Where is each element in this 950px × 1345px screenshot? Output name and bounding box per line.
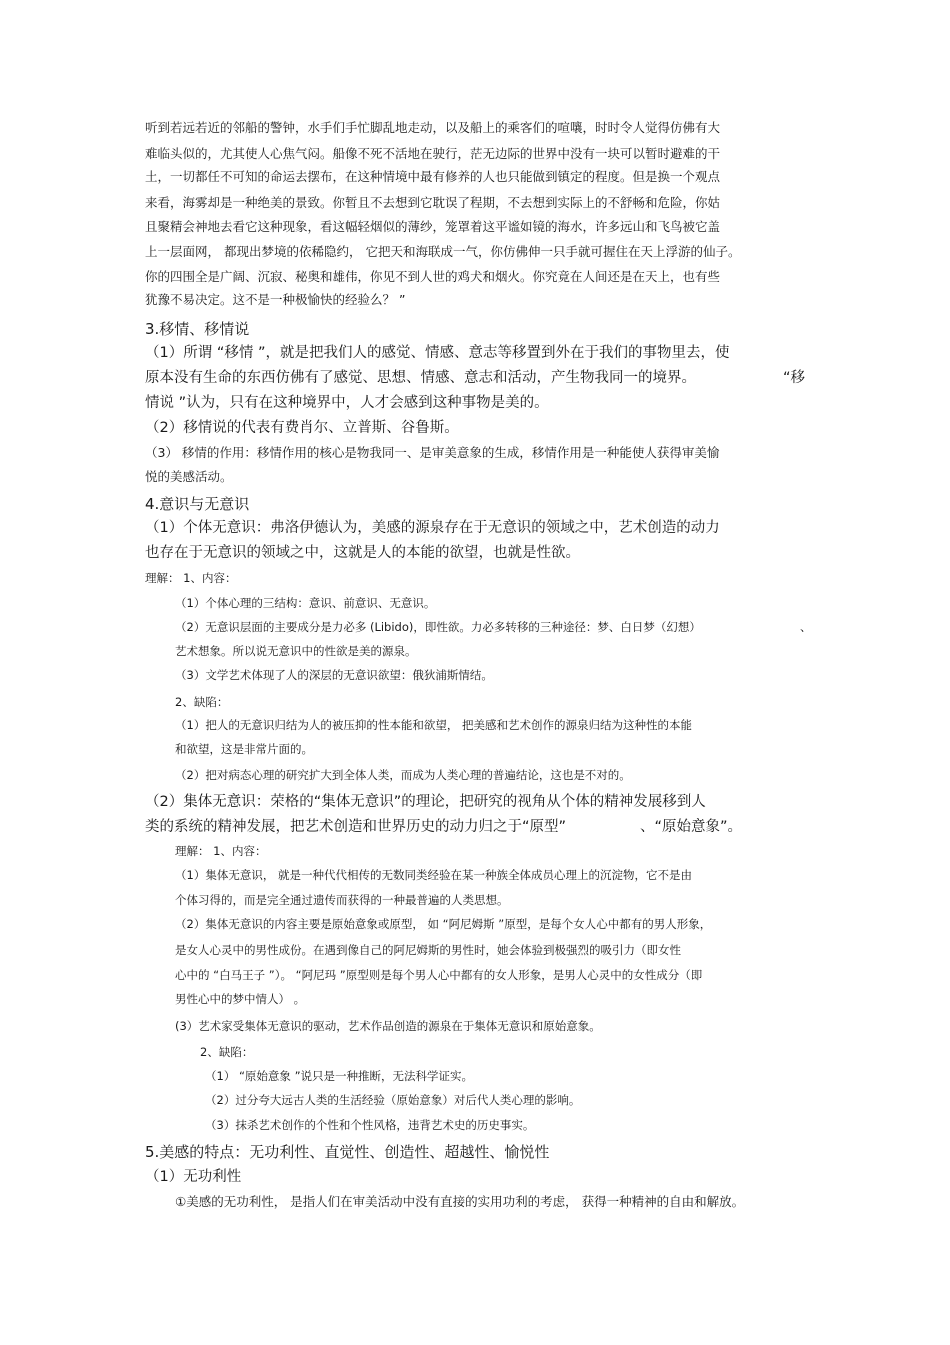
u4-item-2: （2）过分夸大远古人类的生活经验（原始意象）对后代人类心理的影响。 [205,1093,581,1107]
section-3-heading: 3.移情、移情说 [145,320,250,338]
u3-item-1-cont: 个体习得的，而是完全通过遗传而获得的一种最普遍的人类思想。 [175,893,509,907]
u4-item-3: （3）抹杀艺术创作的个性和个性风格，违背艺术史的历史事实。 [205,1118,535,1132]
section-3-p1-line-1: （1）所谓 “移情 ”，就是把我们人的感觉、情感、意志等移置到外在于我们的事物里去，使 [145,345,730,361]
u4-item-1: （1） “原始意象 ”说只是一种推断，无法科学证实。 [205,1069,474,1083]
intro-line-8: 犹豫不易决定。这不是一种极愉快的经验么？ ” [145,292,406,307]
u3-item-2-cont-2: 心中的 “白马王子 ”）。 “阿尼玛 ”原型则是每个男人心中都有的女人形象，是男人心灵中的女性成分（即 [175,968,703,982]
section-3-p3-line-1: （3） 移情的作用：移情作用的核心是物我同一、是审美意象的生成，移情作用是一种能使人获得审美愉 [145,445,720,460]
section-4-p2-line-2: 类的系统的精神发展，把艺术创造和世界历史的动力归之于“原型” [145,819,567,835]
u2-item-1-cont: 和欲望，这是非常片面的。 [175,742,313,756]
u1-item-1: （1）个体心理的三结构：意识、前意识、无意识。 [175,596,436,610]
u1-item-2-tail: 、 [800,620,812,634]
section-4-p2-line-2-tail: 、“原始意象”。 [640,819,743,835]
defect-label-1: 2、缺陷： [175,695,229,709]
section-3-p1-line-2-tail: “移 [783,370,806,386]
defect-label-2: 2、缺陷： [200,1045,254,1059]
section-4-heading: 4.意识与无意识 [145,495,250,513]
u3-item-2-cont-3: 男性心中的梦中情人） 。 [175,992,306,1006]
section-5-heading: 5.美感的特点：无功利性、直觉性、创造性、超越性、愉悦性 [145,1143,550,1161]
section-5-subheading: （1）无功利性 [145,1169,242,1185]
understanding-label-2: 理解： 1、内容： [175,844,267,858]
section-4-p1-line-1: （1）个体无意识：弗洛伊德认为，美感的源泉存在于无意识的领域之中，艺术创造的动力 [145,520,720,536]
u3-item-1: （1）集体无意识， 就是一种代代相传的无数同类经验在某一种族全体成员心理上的沉淀物，它不是由 [175,868,692,882]
intro-line-3: 土，一切都任不可知的命运去摆布，在这种情境中最有修养的人也只能做到镇定的程度。但是换一个观点 [145,169,721,184]
u2-item-2: （2）把对病态心理的研究扩大到全体人类，而成为人类心理的普遍结论，这也是不对的。 [175,768,631,782]
intro-line-1: 听到若远若近的邻船的警钟，水手们手忙脚乱地走动，以及船上的乘客们的喧嚷，时时令人觉得仿佛有大 [145,120,721,135]
u3-item-2-cont-1: 是女人心灵中的男性成份。在遇到像自己的阿尼姆斯的男性时，她会体验到极强烈的吸引力（即女性 [175,943,681,957]
section-3-p2: （2）移情说的代表有费肖尔、立普斯、谷鲁斯。 [145,420,459,436]
u3-item-3: (3）艺术家受集体无意识的驱动，艺术作品创造的源泉在于集体无意识和原始意象。 [175,1019,601,1033]
section-3-p1-line-2: 原本没有生命的东西仿佛有了感觉、思想、情感、意志和活动，产生物我同一的境界。 [145,370,696,386]
u2-item-1: （1）把人的无意识归结为人的被压抑的性本能和欲望， 把美感和艺术创作的源泉归结为这种性的本能 [175,718,692,732]
section-4-p1-line-2: 也存在于无意识的领域之中，这就是人的本能的欲望，也就是性欲。 [145,545,580,561]
u1-item-2: （2）无意识层面的主要成分是力必多 (Libido)，即性欲。力必多转移的三种途径：梦、白日梦（幻想） [175,620,701,634]
u1-item-2-cont: 艺术想象。所以说无意识中的性欲是美的源泉。 [175,644,417,658]
intro-line-2: 难临头似的，尤其使人心焦气闷。船像不死不活地在驶行，茫无边际的世界中没有一块可以暂时避难的干 [145,146,721,161]
intro-line-6: 上一层面网， 都现出梦境的依稀隐约， 它把天和海联成一气，你仿佛伸一只手就可握住在天上浮游的仙子。 [145,244,741,259]
u3-item-2: （2）集体无意识的内容主要是原始意象或原型， 如 “阿尼姆斯 ”原型，是每个女人心中都有的男人形象， [175,917,712,931]
u1-item-3: （3）文学艺术体现了人的深层的无意识欲望：俄狄浦斯情结。 [175,668,493,682]
section-5-item-1: ①美感的无功利性， 是指人们在审美活动中没有直接的实用功利的考虑， 获得一种精神的自由和解放。 [175,1194,745,1209]
section-3-p3-line-2: 悦的美感活动。 [145,469,233,484]
intro-line-4: 来看，海雾却是一种绝美的景致。你暂且不去想到它耽误了程期，不去想到实际上的不舒畅和危险，你姑 [145,195,721,210]
understanding-label-1: 理解： 1、内容： [145,571,237,585]
intro-line-7: 你的四围全是广阔、沉寂、秘奥和雄伟，你见不到人世的鸡犬和烟火。你究竟在人间还是在天上，也有些 [145,269,721,284]
intro-line-5: 且聚精会神地去看它这种现象，看这幅轻烟似的薄纱，笼罩着这平谧如镜的海水，许多远山和飞鸟被它盖 [145,219,721,234]
section-4-p2-line-1: （2）集体无意识：荣格的“集体无意识”的理论，把研究的视角从个体的精神发展移到人 [145,794,706,810]
section-3-p1-line-3: 情说 ”认为，只有在这种境界中，人才会感到这种事物是美的。 [145,395,549,411]
